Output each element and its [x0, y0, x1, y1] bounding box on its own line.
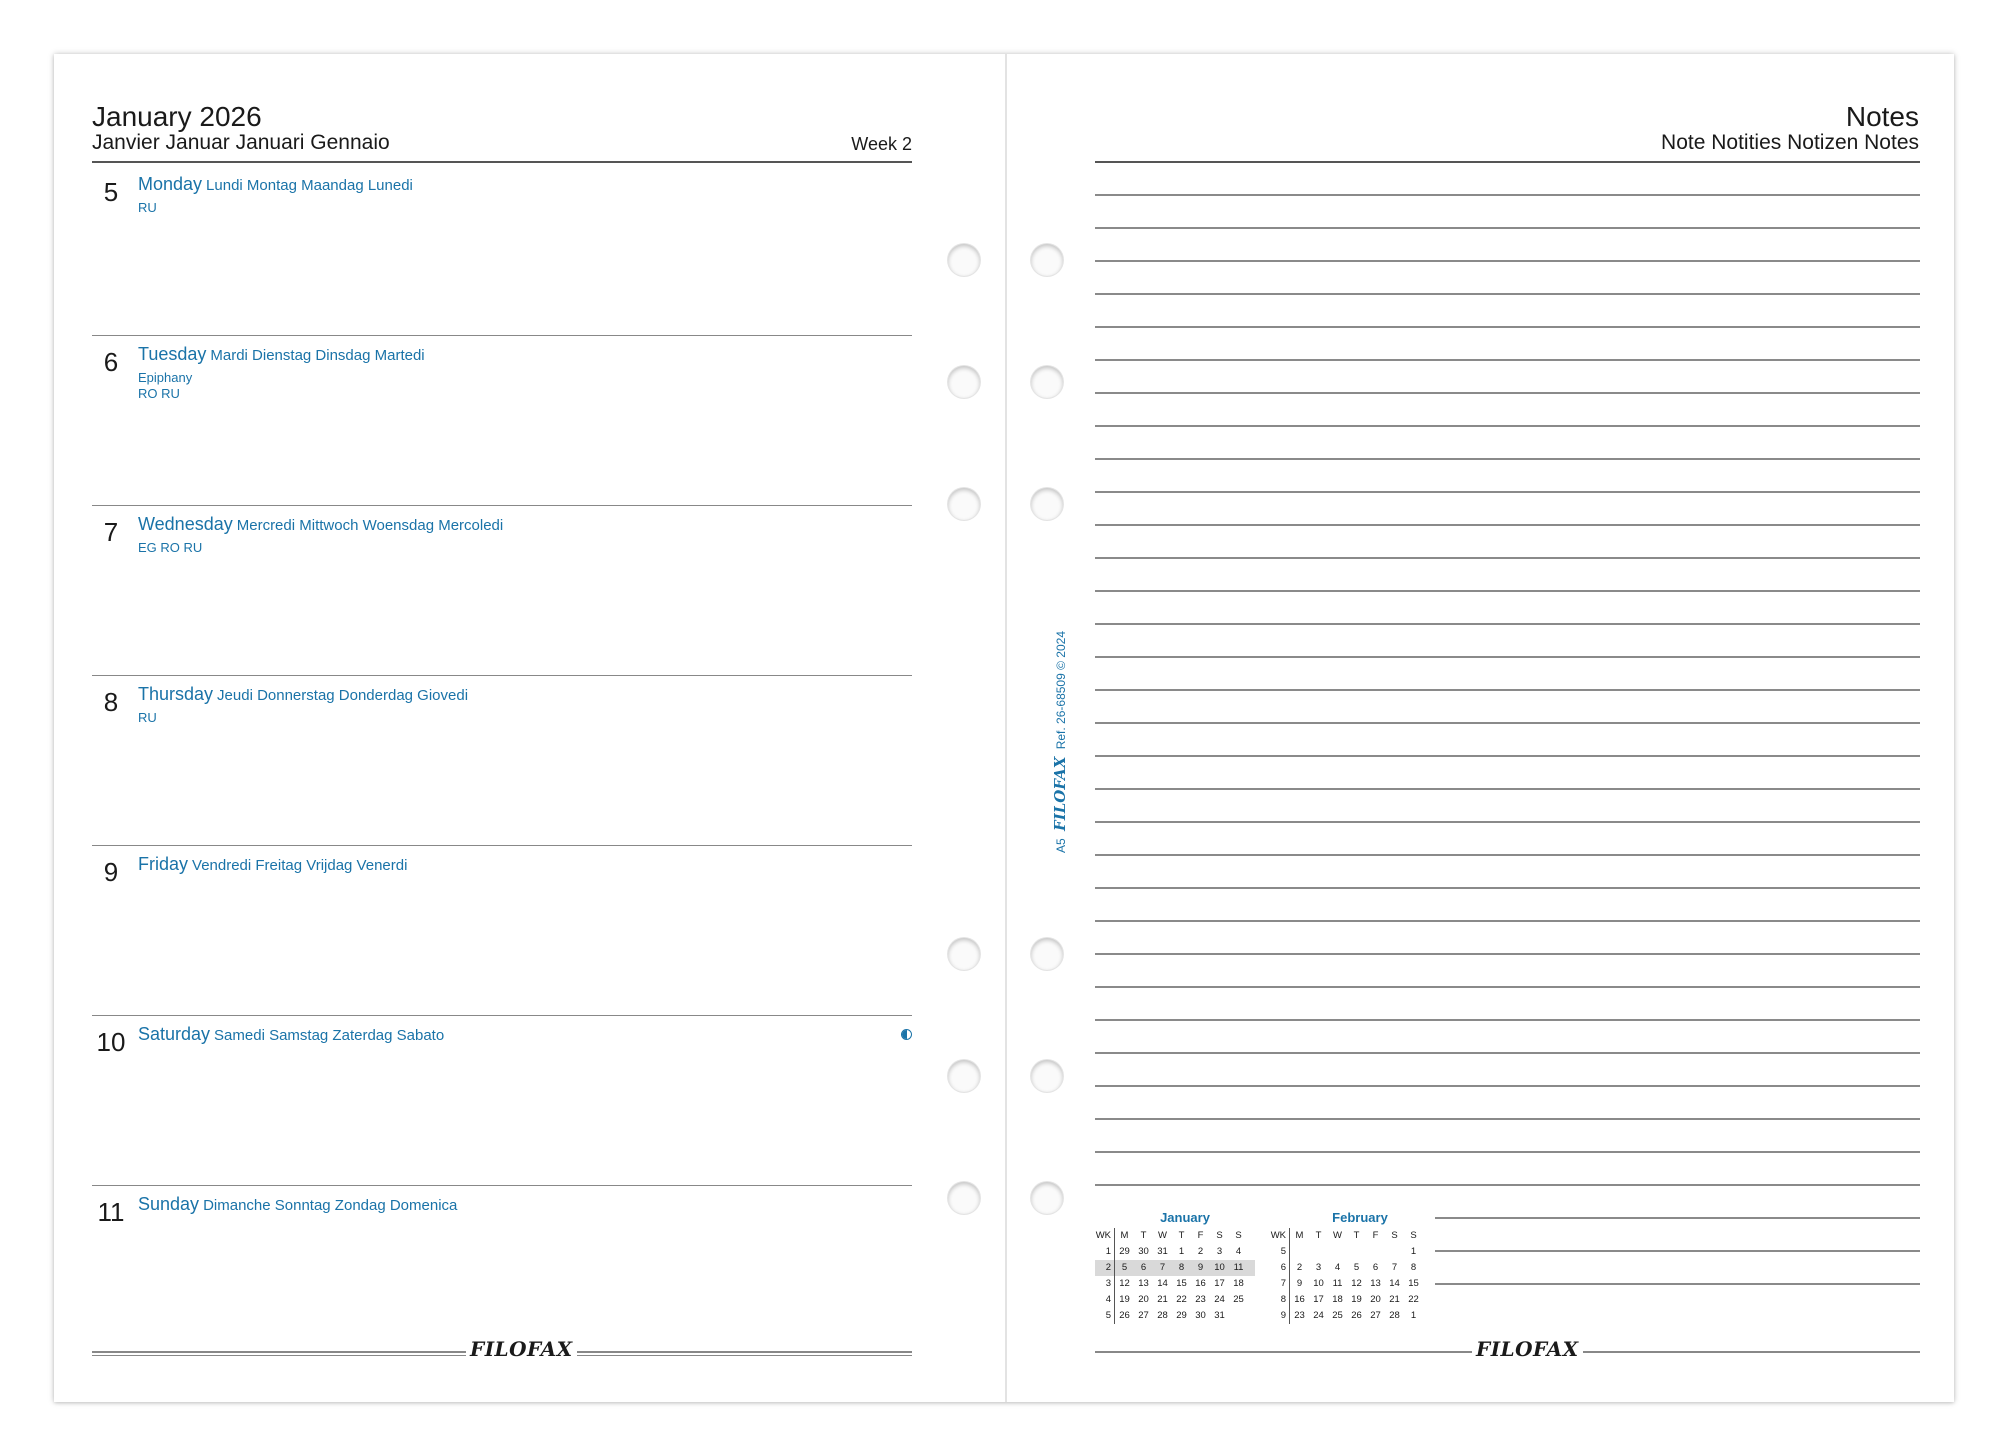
date-cell: 14: [1389, 1278, 1400, 1289]
day-name-translations: Jeudi Donnerstag Donderdag Giovedi: [217, 687, 469, 704]
punch-hole: [948, 1182, 980, 1214]
day-name: [138, 1024, 444, 1045]
first-quarter-moon-icon: [901, 1029, 912, 1040]
date-cell: 2: [1296, 1262, 1303, 1273]
notes-title: Notes: [1845, 101, 1919, 132]
day-name: [138, 514, 503, 535]
day-note: RU: [138, 200, 157, 215]
note-line[interactable]: [1435, 1250, 1920, 1252]
mini-calendar-header-cell: WK: [1095, 1228, 1115, 1244]
date-cell: 21: [1389, 1294, 1400, 1305]
date-cell: 13: [1370, 1278, 1381, 1289]
date-cell: 24: [1214, 1294, 1225, 1305]
month-title: January 2026: [92, 101, 262, 132]
date-cell: 28: [1389, 1310, 1400, 1321]
date-cell: 16: [1195, 1278, 1206, 1289]
date-cell: 6: [1372, 1262, 1379, 1273]
date-cell: 12: [1119, 1278, 1130, 1289]
left-footer-logo: FILOFAX: [466, 1337, 577, 1361]
week-number: 7: [1270, 1276, 1290, 1292]
day-name: [138, 174, 413, 195]
week-number: 3: [1095, 1276, 1115, 1292]
day-number: 6: [103, 347, 119, 377]
date-cell: 1: [1410, 1310, 1417, 1321]
punch-hole: [1031, 938, 1063, 970]
note-line[interactable]: [1095, 491, 1920, 493]
date-cell: 18: [1332, 1294, 1343, 1305]
date-cell: 5: [1353, 1262, 1360, 1273]
date-cell: [1385, 1244, 1404, 1260]
mini-calendar-header-cell: F: [1372, 1230, 1379, 1241]
note-line[interactable]: [1095, 359, 1920, 361]
mini-calendar-week: [1270, 1308, 1430, 1324]
date-cell: 31: [1214, 1310, 1225, 1321]
spine-copyright: © 2024: [1054, 631, 1068, 670]
note-line[interactable]: [1095, 392, 1920, 394]
mini-calendar-header-cell: S: [1410, 1230, 1417, 1241]
date-cell: 16: [1294, 1294, 1305, 1305]
week-number: 6: [1270, 1260, 1290, 1276]
mini-calendar-month: February: [1332, 1210, 1388, 1225]
date-cell: 8: [1178, 1262, 1185, 1273]
note-line[interactable]: [1095, 656, 1920, 658]
date-cell: 3: [1216, 1246, 1223, 1257]
day-name: [138, 854, 407, 875]
day-name: [138, 1194, 457, 1215]
note-line[interactable]: [1095, 920, 1920, 922]
day-number: 5: [103, 177, 119, 207]
date-cell: 20: [1370, 1294, 1381, 1305]
day-name-translations: Lundi Montag Maandag Lunedi: [206, 177, 413, 194]
right-footer-logo: FILOFAX: [1472, 1337, 1583, 1361]
note-line[interactable]: [1095, 1085, 1920, 1087]
day-notes: [138, 710, 157, 726]
date-cell: 17: [1214, 1278, 1225, 1289]
day-number: 9: [103, 857, 119, 887]
punch-hole: [1031, 488, 1063, 520]
mini-calendar-header-cell: S: [1216, 1230, 1223, 1241]
note-line[interactable]: [1095, 524, 1920, 526]
mini-calendar-week: [1095, 1292, 1255, 1308]
day-name-en: Sunday: [138, 1194, 200, 1214]
mini-calendar-header: [1095, 1228, 1255, 1244]
date-cell: [1328, 1244, 1347, 1260]
day-name-translations: Dimanche Sonntag Zondag Domenica: [203, 1197, 458, 1214]
day-name-en: Tuesday: [138, 344, 207, 364]
date-cell: 26: [1351, 1310, 1362, 1321]
notes-header-rule: [1095, 161, 1920, 163]
mini-calendar-header-cell: S: [1391, 1230, 1398, 1241]
punch-hole: [948, 366, 980, 398]
date-cell: 30: [1138, 1246, 1149, 1257]
week-number: 4: [1095, 1292, 1115, 1308]
week-number: 1: [1095, 1244, 1115, 1260]
mini-calendar-header-cell: T: [1353, 1230, 1360, 1241]
day-block[interactable]: [92, 1016, 912, 1186]
note-line[interactable]: [1095, 689, 1920, 691]
note-line[interactable]: [1095, 1052, 1920, 1054]
note-line[interactable]: [1095, 293, 1920, 295]
date-cell: 15: [1408, 1278, 1419, 1289]
spine-size: A5: [1054, 838, 1068, 853]
date-cell: 23: [1294, 1310, 1305, 1321]
note-line[interactable]: [1095, 788, 1920, 790]
date-cell: 25: [1233, 1294, 1244, 1305]
notes-translations: Note Notities Notizen Notes: [1661, 131, 1919, 154]
day-block[interactable]: [92, 336, 912, 506]
note-line[interactable]: [1095, 986, 1920, 988]
date-cell: 13: [1138, 1278, 1149, 1289]
date-cell: [1366, 1244, 1385, 1260]
date-cell: 10: [1313, 1278, 1324, 1289]
mini-calendar-header-cell: W: [1158, 1230, 1167, 1241]
punch-hole: [1031, 1060, 1063, 1092]
date-cell: 29: [1119, 1246, 1130, 1257]
note-line[interactable]: [1095, 227, 1920, 229]
date-cell: 1: [1410, 1246, 1417, 1257]
mini-calendar-week: [1270, 1260, 1430, 1276]
date-cell: 21: [1157, 1294, 1168, 1305]
day-name-en: Friday: [138, 854, 189, 874]
punch-hole: [1031, 366, 1063, 398]
week-number: 8: [1270, 1292, 1290, 1308]
date-cell: 27: [1138, 1310, 1149, 1321]
day-notes: [138, 370, 192, 402]
date-cell: 30: [1195, 1310, 1206, 1321]
day-block[interactable]: [92, 676, 912, 846]
day-note: Epiphany: [138, 370, 193, 385]
note-line[interactable]: [1095, 557, 1920, 559]
mini-calendar-february: [1270, 1210, 1430, 1324]
date-cell: [1290, 1244, 1309, 1260]
date-cell: 2: [1197, 1246, 1204, 1257]
week-number: 2: [1095, 1260, 1115, 1276]
note-line[interactable]: [1095, 755, 1920, 757]
mini-calendar-header: [1270, 1228, 1430, 1244]
mini-calendar-week: [1095, 1244, 1255, 1260]
date-cell: 9: [1197, 1262, 1204, 1273]
date-cell: [1309, 1244, 1328, 1260]
date-cell: 31: [1157, 1246, 1168, 1257]
mini-calendar-week: [1095, 1260, 1255, 1276]
date-cell: 12: [1351, 1278, 1362, 1289]
mini-calendar-header-cell: T: [1140, 1230, 1147, 1241]
mini-calendar-header-cell: W: [1333, 1230, 1342, 1241]
day-block[interactable]: [92, 846, 912, 1016]
month-translations: Janvier Januar Januari Gennaio: [92, 131, 390, 154]
mini-calendar-header-cell: M: [1295, 1230, 1304, 1241]
day-notes: [138, 200, 157, 216]
note-line[interactable]: [1095, 458, 1920, 460]
date-cell: 27: [1370, 1310, 1381, 1321]
mini-calendar-week: [1270, 1292, 1430, 1308]
date-cell: 22: [1408, 1294, 1419, 1305]
week-number: 5: [1095, 1308, 1115, 1324]
day-name-en: Wednesday: [138, 514, 233, 534]
header-rule: [92, 161, 912, 163]
week-number: 5: [1270, 1244, 1290, 1260]
date-cell: 7: [1391, 1262, 1398, 1273]
note-line[interactable]: [1095, 821, 1920, 823]
day-note: RO RU: [138, 386, 180, 401]
day-name-en: Saturday: [138, 1024, 211, 1044]
date-cell: 5: [1121, 1262, 1128, 1273]
note-line[interactable]: [1095, 854, 1920, 856]
day-name-translations: Vendredi Freitag Vrijdag Venerdi: [192, 857, 408, 874]
date-cell: 3: [1315, 1262, 1322, 1273]
day-name-translations: Mercredi Mittwoch Woensdag Mercoledi: [236, 517, 504, 534]
date-cell: 17: [1313, 1294, 1324, 1305]
date-cell: 4: [1334, 1262, 1341, 1273]
day-name-translations: Samedi Samstag Zaterdag Sabato: [214, 1027, 445, 1044]
date-cell: 19: [1119, 1294, 1130, 1305]
date-cell: [1229, 1308, 1248, 1324]
punch-hole: [948, 1060, 980, 1092]
spine-brand: FILOFAX: [1051, 756, 1069, 831]
day-name-en: Monday: [138, 174, 203, 194]
date-cell: [1347, 1244, 1366, 1260]
day-block[interactable]: [92, 506, 912, 676]
note-line[interactable]: [1095, 623, 1920, 625]
mini-calendar-header-cell: T: [1315, 1230, 1322, 1241]
punch-hole: [1031, 244, 1063, 276]
day-number: 10: [96, 1027, 126, 1057]
mini-calendar-week: [1270, 1244, 1430, 1260]
date-cell: 19: [1351, 1294, 1362, 1305]
date-cell: 18: [1233, 1278, 1244, 1289]
note-line[interactable]: [1095, 194, 1920, 196]
day-name: [138, 684, 468, 705]
date-cell: 10: [1214, 1262, 1225, 1273]
day-note: RU: [138, 710, 157, 725]
day-block[interactable]: [92, 166, 912, 336]
date-cell: 15: [1176, 1278, 1187, 1289]
mini-calendar-header-cell: S: [1235, 1230, 1242, 1241]
date-cell: 4: [1235, 1246, 1242, 1257]
date-cell: 9: [1296, 1278, 1303, 1289]
day-note: EG RO RU: [138, 540, 203, 555]
mini-calendar-week: [1270, 1276, 1430, 1292]
page-gutter: [1005, 54, 1007, 1402]
punch-hole: [1031, 1182, 1063, 1214]
date-cell: 23: [1195, 1294, 1206, 1305]
date-cell: 11: [1332, 1278, 1343, 1289]
date-cell: 6: [1140, 1262, 1147, 1273]
mini-calendar-week: [1095, 1308, 1255, 1324]
mini-calendar-january: [1095, 1210, 1255, 1324]
date-cell: 7: [1159, 1262, 1166, 1273]
note-line[interactable]: [1095, 1151, 1920, 1153]
note-line[interactable]: [1095, 953, 1920, 955]
week-label: Week 2: [851, 134, 912, 154]
day-name: [138, 344, 425, 365]
note-line[interactable]: [1095, 887, 1920, 889]
mini-calendar-week: [1095, 1276, 1255, 1292]
mini-calendar-header-cell: T: [1178, 1230, 1185, 1241]
day-number: 8: [103, 687, 119, 717]
date-cell: 29: [1176, 1310, 1187, 1321]
note-line[interactable]: [1435, 1217, 1920, 1219]
date-cell: 24: [1313, 1310, 1324, 1321]
note-line[interactable]: [1095, 260, 1920, 262]
day-name-translations: Mardi Dienstag Dinsdag Martedi: [210, 347, 425, 364]
date-cell: 8: [1410, 1262, 1417, 1273]
mini-calendar-month: January: [1160, 1210, 1210, 1225]
note-line[interactable]: [1095, 1184, 1920, 1186]
note-line[interactable]: [1095, 425, 1920, 427]
date-cell: 1: [1178, 1246, 1185, 1257]
date-cell: 25: [1332, 1310, 1343, 1321]
day-block[interactable]: [92, 1186, 912, 1356]
note-line[interactable]: [1095, 1019, 1920, 1021]
spine-reference: [1051, 631, 1069, 853]
mini-calendar-header-cell: WK: [1270, 1228, 1290, 1244]
spine-ref: Ref. 26-68509: [1054, 673, 1068, 750]
day-number: 11: [97, 1197, 125, 1227]
note-line[interactable]: [1095, 590, 1920, 592]
date-cell: 26: [1119, 1310, 1130, 1321]
date-cell: 20: [1138, 1294, 1149, 1305]
note-line[interactable]: [1095, 722, 1920, 724]
mini-calendar-header-cell: M: [1120, 1230, 1129, 1241]
week-number: 9: [1270, 1308, 1290, 1324]
day-notes: [138, 540, 202, 556]
date-cell: 14: [1157, 1278, 1168, 1289]
note-line[interactable]: [1435, 1283, 1920, 1285]
note-line[interactable]: [1095, 1118, 1920, 1120]
date-cell: 11: [1233, 1262, 1244, 1273]
mini-calendar-header-cell: F: [1197, 1230, 1204, 1241]
day-number: 7: [103, 517, 119, 547]
date-cell: 22: [1176, 1294, 1187, 1305]
punch-hole: [948, 488, 980, 520]
punch-hole: [948, 244, 980, 276]
day-name-en: Thursday: [138, 684, 214, 704]
punch-hole: [948, 938, 980, 970]
date-cell: 28: [1157, 1310, 1168, 1321]
note-line[interactable]: [1095, 326, 1920, 328]
